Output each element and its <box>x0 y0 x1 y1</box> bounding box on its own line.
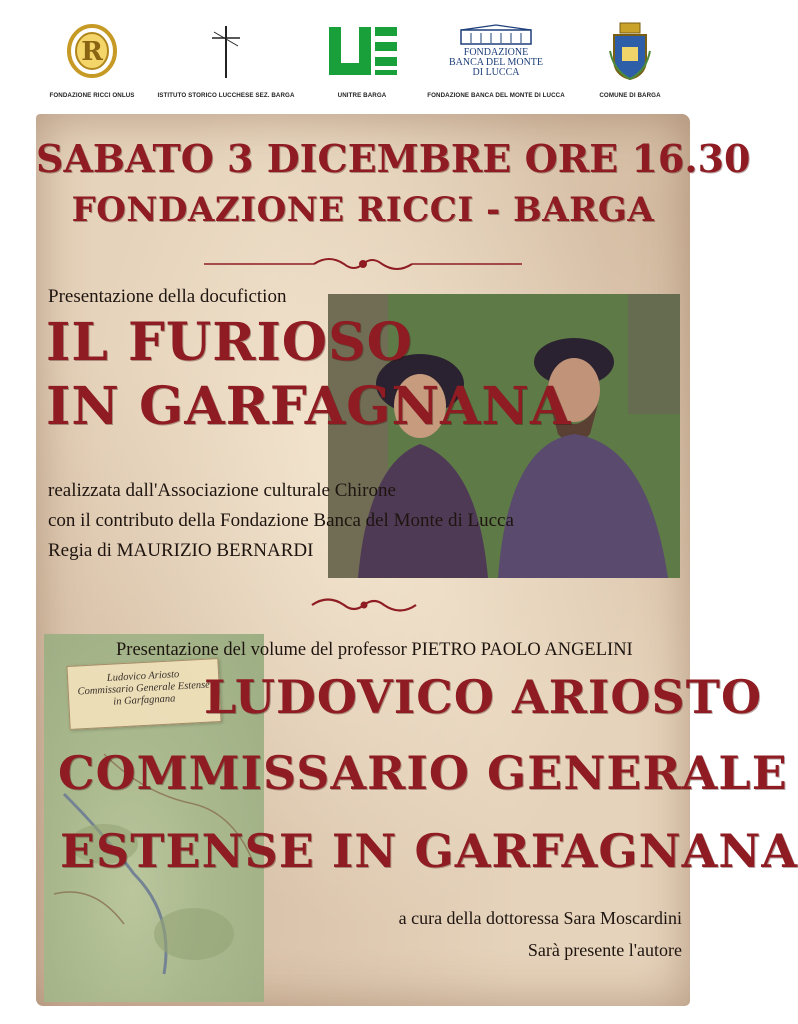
sponsor-caption: ISTITUTO STORICO LUCCHESE SEZ. BARGA <box>157 92 295 99</box>
logo-text: FONDAZIONE <box>463 47 529 58</box>
sponsor-banca-del-monte <box>426 18 566 99</box>
director-prefix: Regia di <box>48 540 117 561</box>
sponsor-caption: FONDAZIONE BANCA DEL MONTE DI LUCCA <box>427 92 565 99</box>
book-author: PIETRO PAOLO ANGELINI <box>411 640 633 660</box>
book-title-line2: COMMISSARIO GENERALE <box>58 746 788 800</box>
docufiction-credit1: realizzata dall'Associazione culturale Chirone <box>48 480 396 501</box>
docufiction-director-line <box>48 540 313 562</box>
parchment-poster <box>36 114 798 1006</box>
book-curator: a cura della dottoressa Sara Moscardini <box>398 908 682 928</box>
book-intro-prefix: Presentazione del volume del professor <box>116 640 412 660</box>
book-title-line3: ESTENSE IN GARFAGNANA <box>60 824 798 878</box>
book-title-line1: LUDOVICO ARIOSTO <box>204 670 763 724</box>
docufiction-title-line2: IN GARFAGNANA <box>46 376 572 437</box>
sponsor-caption: UNITRE BARGA <box>337 92 387 99</box>
map-label-line: Ludovico Ariosto <box>106 669 180 684</box>
logo-text: DI LUCCA <box>472 67 520 78</box>
flourish-divider-icon <box>204 254 522 279</box>
docufiction-credit2: con il contributo della Fondazione Banca del Monte di Lucca <box>48 510 514 531</box>
docufiction-title-line1: IL FURIOSO <box>46 312 413 373</box>
logo-text: BANCA DEL MONTE <box>448 57 544 68</box>
monogram-r-icon <box>22 18 162 84</box>
bank-building-icon <box>426 18 566 84</box>
flourish-small-icon <box>308 594 420 621</box>
coat-of-arms-icon <box>560 18 700 84</box>
cross-icon <box>156 18 296 84</box>
unitre-logo-icon <box>292 18 432 84</box>
event-date: SABATO 3 DICEMBRE ORE 16.30 <box>36 136 751 181</box>
sponsor-unitre <box>292 18 432 99</box>
sponsor-istituto-storico <box>156 18 296 99</box>
map-label-line: in Garfagnana <box>113 693 176 708</box>
map-title-cartouche <box>66 658 221 730</box>
book-intro <box>116 640 633 661</box>
event-venue: FONDAZIONE RICCI - BARGA <box>71 190 655 230</box>
sponsor-caption: COMUNE DI BARGA <box>599 92 661 99</box>
sponsor-caption: FONDAZIONE RICCI ONLUS <box>49 92 135 99</box>
docufiction-intro: Presentazione della docufiction <box>48 286 287 307</box>
sponsor-fondazione-ricci <box>22 18 162 99</box>
svg-text:R: R <box>81 37 103 67</box>
sponsor-comune-barga <box>560 18 700 99</box>
book-note: Sarà presente l'autore <box>527 940 682 960</box>
sponsor-bar <box>0 0 724 112</box>
director-name: MAURIZIO BERNARDI <box>116 540 314 561</box>
map-label-line: Commissario Generale Estense <box>77 679 211 698</box>
